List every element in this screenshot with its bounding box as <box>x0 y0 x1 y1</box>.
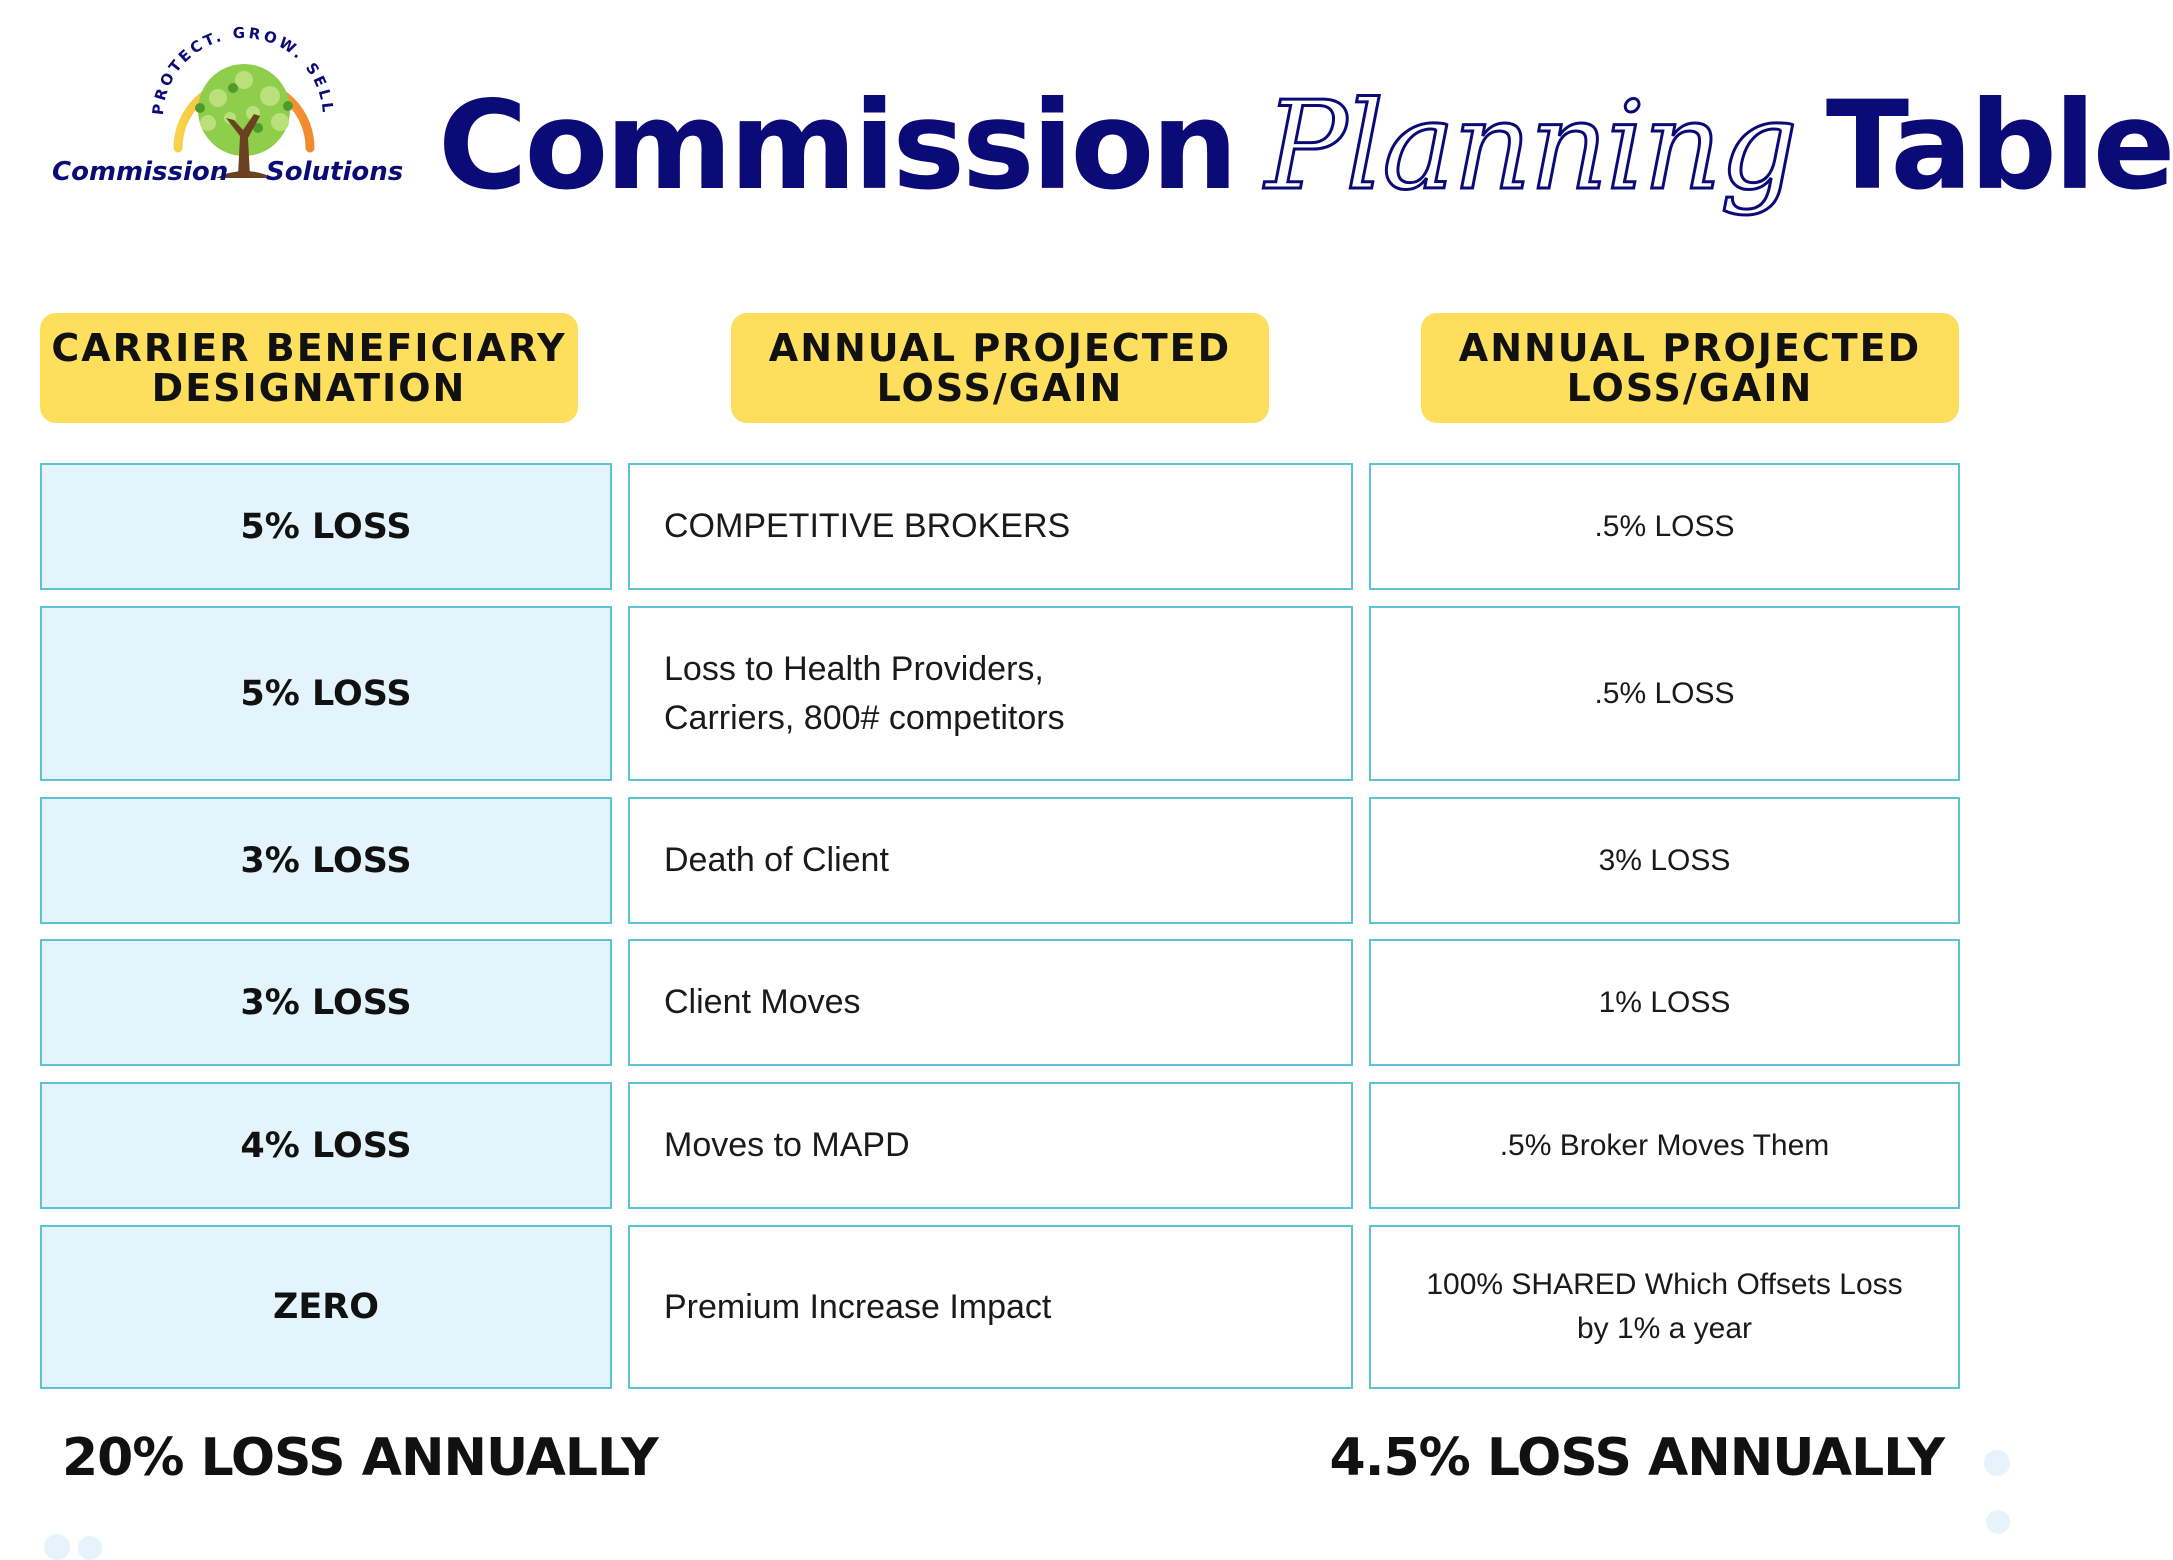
header-carrier-designation: CARRIER BENEFICIARY DESIGNATION <box>40 313 578 423</box>
title-word-commission: Commission <box>438 75 1236 217</box>
projected-cell-row-2: .5% LOSS <box>1369 606 1960 781</box>
carrier-cell-row-1: 5% LOSS <box>40 463 612 590</box>
logo-name-right: Solutions <box>266 157 404 187</box>
carrier-cell-row-2: 5% LOSS <box>40 606 612 781</box>
tree-logo-icon <box>48 18 428 208</box>
projected-cell-row-6: 100% SHARED Which Offsets Loss by 1% a year <box>1369 1225 1960 1389</box>
company-logo <box>48 18 428 208</box>
page-title <box>438 66 2173 226</box>
logo-name-left: Commission <box>52 157 229 187</box>
header-annual-projected-1: ANNUAL PROJECTED LOSS/GAIN <box>731 313 1269 423</box>
projected-cell-row-3: 3% LOSS <box>1369 797 1960 924</box>
factor-cell-row-4: Client Moves <box>628 939 1353 1066</box>
carrier-cell-row-5: 4% LOSS <box>40 1082 612 1209</box>
factor-cell-row-6: Premium Increase Impact <box>628 1225 1353 1389</box>
factor-cell-row-5: Moves to MAPD <box>628 1082 1353 1209</box>
carrier-cell-row-3: 3% LOSS <box>40 797 612 924</box>
carrier-cell-row-4: 3% LOSS <box>40 939 612 1066</box>
title-word-table: Table <box>1825 75 2173 217</box>
projected-cell-row-4: 1% LOSS <box>1369 939 1960 1066</box>
summary-carrier-total: 20% LOSS ANNUALLY <box>62 1428 658 1488</box>
logo-tagline: PROTECT. GROW. SELL <box>148 23 338 116</box>
header-annual-projected-2: ANNUAL PROJECTED LOSS/GAIN <box>1421 313 1959 423</box>
carrier-cell-row-6: ZERO <box>40 1225 612 1389</box>
title-word-planning: Planning <box>1265 75 1796 217</box>
factor-cell-row-2: Loss to Health Providers, Carriers, 800# competitors <box>628 606 1353 781</box>
factor-cell-row-1: COMPETITIVE BROKERS <box>628 463 1353 590</box>
summary-projected-total: 4.5% LOSS ANNUALLY <box>1329 1428 1944 1488</box>
projected-cell-row-5: .5% Broker Moves Them <box>1369 1082 1960 1209</box>
factor-cell-row-3: Death of Client <box>628 797 1353 924</box>
projected-cell-row-1: .5% LOSS <box>1369 463 1960 590</box>
